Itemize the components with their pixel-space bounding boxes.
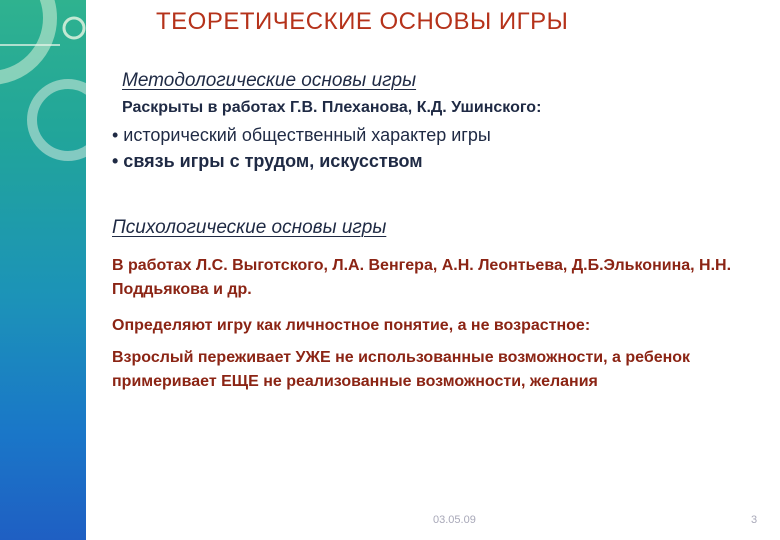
- footer-date: 03.05.09: [433, 514, 476, 526]
- bullet-item: • связь игры с трудом, искусством: [112, 151, 423, 171]
- methodology-heading: Методологические основы игры: [122, 70, 417, 91]
- methodology-text: Раскрыты в работах Г.В. Плеханова, К.Д. Ушинского:: [122, 99, 542, 116]
- bullet-item: • исторический общественный характер игры: [112, 125, 491, 145]
- psychology-paragraph: Определяют игру как личностное понятие, а не возрастное:: [112, 317, 591, 334]
- decorative-circles-graphic: [0, 0, 86, 540]
- page-number: 3: [751, 514, 758, 526]
- psychology-heading: Психологические основы игры: [112, 217, 387, 238]
- psychology-paragraph: В работах Л.С. Выготского, Л.А. Венгера, А.Н. Леонтьева, Д.Б.Эльконина, Н.Н. Поддьякова и др.: [112, 257, 732, 298]
- psychology-paragraph: Взрослый переживает УЖЕ не использованные возможности, а ребенок примеривает ЕЩЕ не реализованные возможности, желания: [112, 349, 691, 390]
- decorative-sidebar: [0, 0, 86, 540]
- slide-title: ТЕОРЕТИЧЕСКИЕ ОСНОВЫ ИГРЫ: [156, 8, 569, 35]
